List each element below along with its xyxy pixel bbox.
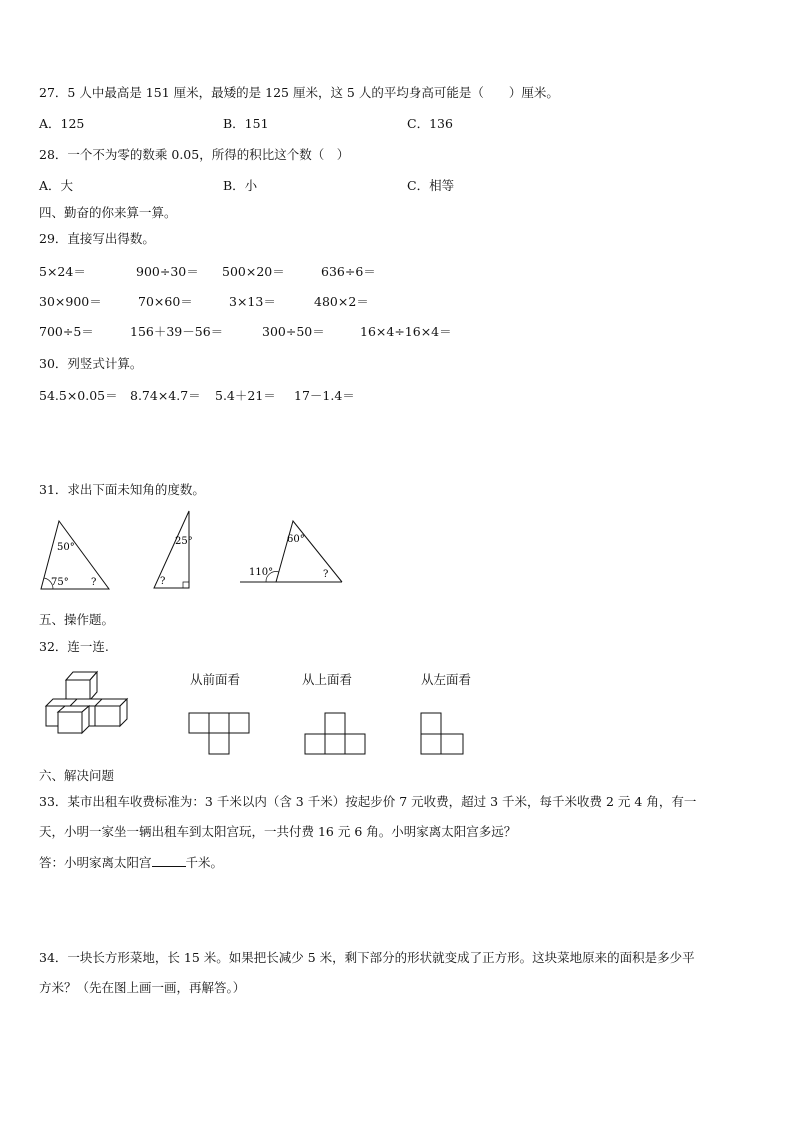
triangle-3-unknown: ? (323, 569, 329, 580)
q32-stem: 32．连一连. (39, 639, 109, 654)
triangle-1-unknown: ? (91, 577, 97, 588)
q27-option-b[interactable]: B．151 (223, 116, 269, 131)
q29-r1-c3: 500×20＝ (222, 264, 285, 279)
q29-r3-c4: 16×4÷16×4＝ (360, 324, 452, 339)
q29-r2-c2: 70×60＝ (138, 294, 193, 309)
triangle-1-figure (38, 518, 114, 592)
q28-option-b[interactable]: B．小 (223, 178, 258, 193)
view-shape-t[interactable] (188, 712, 250, 756)
q29-r2-c3: 3×13＝ (229, 294, 276, 309)
triangle-3-top-angle: 60° (287, 534, 305, 545)
q34-line1: 34．一块长方形菜地，长 15 米。如果把长减少 5 米，剩下部分的形状就变成了正方形。这块菜地原来的面积是多少平 (39, 950, 695, 965)
view-shape-inverted-t[interactable] (304, 712, 366, 756)
triangle-1-top-angle: 50° (57, 542, 75, 553)
triangle-1-left-angle: 75° (51, 577, 69, 588)
q33-line1: 33．某市出租车收费标准为：3 千米以内（含 3 千米）按起步价 7 元收费，超过 3 千米，每千米收费 2 元 4 角，有一 (39, 794, 697, 809)
q28-stem: 28．一个不为零的数乘 0.05，所得的积比这个数（ ） (39, 147, 350, 162)
q29-r3-c1: 700÷5＝ (39, 324, 94, 339)
q29-r1-c2: 900÷30＝ (136, 264, 199, 279)
q29-stem: 29．直接写出得数。 (39, 231, 155, 246)
triangle-2-top-angle: 25° (175, 536, 193, 547)
view-label-front: 从前面看 (190, 672, 241, 687)
view-shape-l[interactable] (420, 712, 466, 756)
q30-item-1: 54.5×0.05＝ (39, 388, 118, 403)
q30-stem: 30．列竖式计算。 (39, 356, 143, 371)
q29-r1-c4: 636÷6＝ (321, 264, 376, 279)
q29-r1-c1: 5×24＝ (39, 264, 86, 279)
q33-answer (39, 853, 223, 871)
q30-item-2: 8.74×4.7＝ (130, 388, 201, 403)
q29-r3-c3: 300÷50＝ (262, 324, 325, 339)
q27-option-a[interactable]: A．125 (39, 116, 85, 131)
q34-line2: 方米？（先在图上画一画，再解答。） (39, 980, 246, 995)
q33-line2: 天，小明一家坐一辆出租车到太阳宫玩，一共付费 16 元 6 角。小明家离太阳宫多远？ (39, 824, 517, 839)
q30-item-3: 5.4＋21＝ (215, 388, 276, 403)
triangle-3-exterior-angle: 110° (249, 567, 274, 578)
view-label-left: 从左面看 (421, 672, 472, 687)
section5-heading: 五、操作题。 (39, 612, 115, 627)
cube-stack-figure (42, 668, 134, 736)
q29-r2-c4: 480×2＝ (314, 294, 369, 309)
triangle-3-figure (238, 518, 346, 586)
q29-r2-c1: 30×900＝ (39, 294, 102, 309)
q33-answer-blank[interactable] (152, 854, 186, 867)
q33-answer-suffix: 千米。 (185, 855, 224, 870)
q31-stem: 31．求出下面未知角的度数。 (39, 482, 205, 497)
triangle-2-figure (150, 508, 194, 592)
q28-option-a[interactable]: A．大 (39, 178, 74, 193)
q27-option-c[interactable]: C．136 (407, 116, 453, 131)
q30-item-4: 17－1.4＝ (294, 388, 355, 403)
q33-answer-prefix: 答：小明家离太阳宫 (39, 855, 152, 870)
view-label-top: 从上面看 (302, 672, 353, 687)
section4-heading: 四、勤奋的你来算一算。 (39, 205, 177, 220)
q27-stem: 27．5 人中最高是 151 厘米，最矮的是 125 厘米，这 5 人的平均身高可能是（ ）厘米。 (39, 85, 559, 100)
section6-heading: 六、解决问题 (39, 768, 115, 783)
q29-r3-c2: 156＋39－56＝ (130, 324, 224, 339)
triangle-2-unknown: ? (160, 576, 166, 587)
q28-option-c[interactable]: C．相等 (407, 178, 455, 193)
